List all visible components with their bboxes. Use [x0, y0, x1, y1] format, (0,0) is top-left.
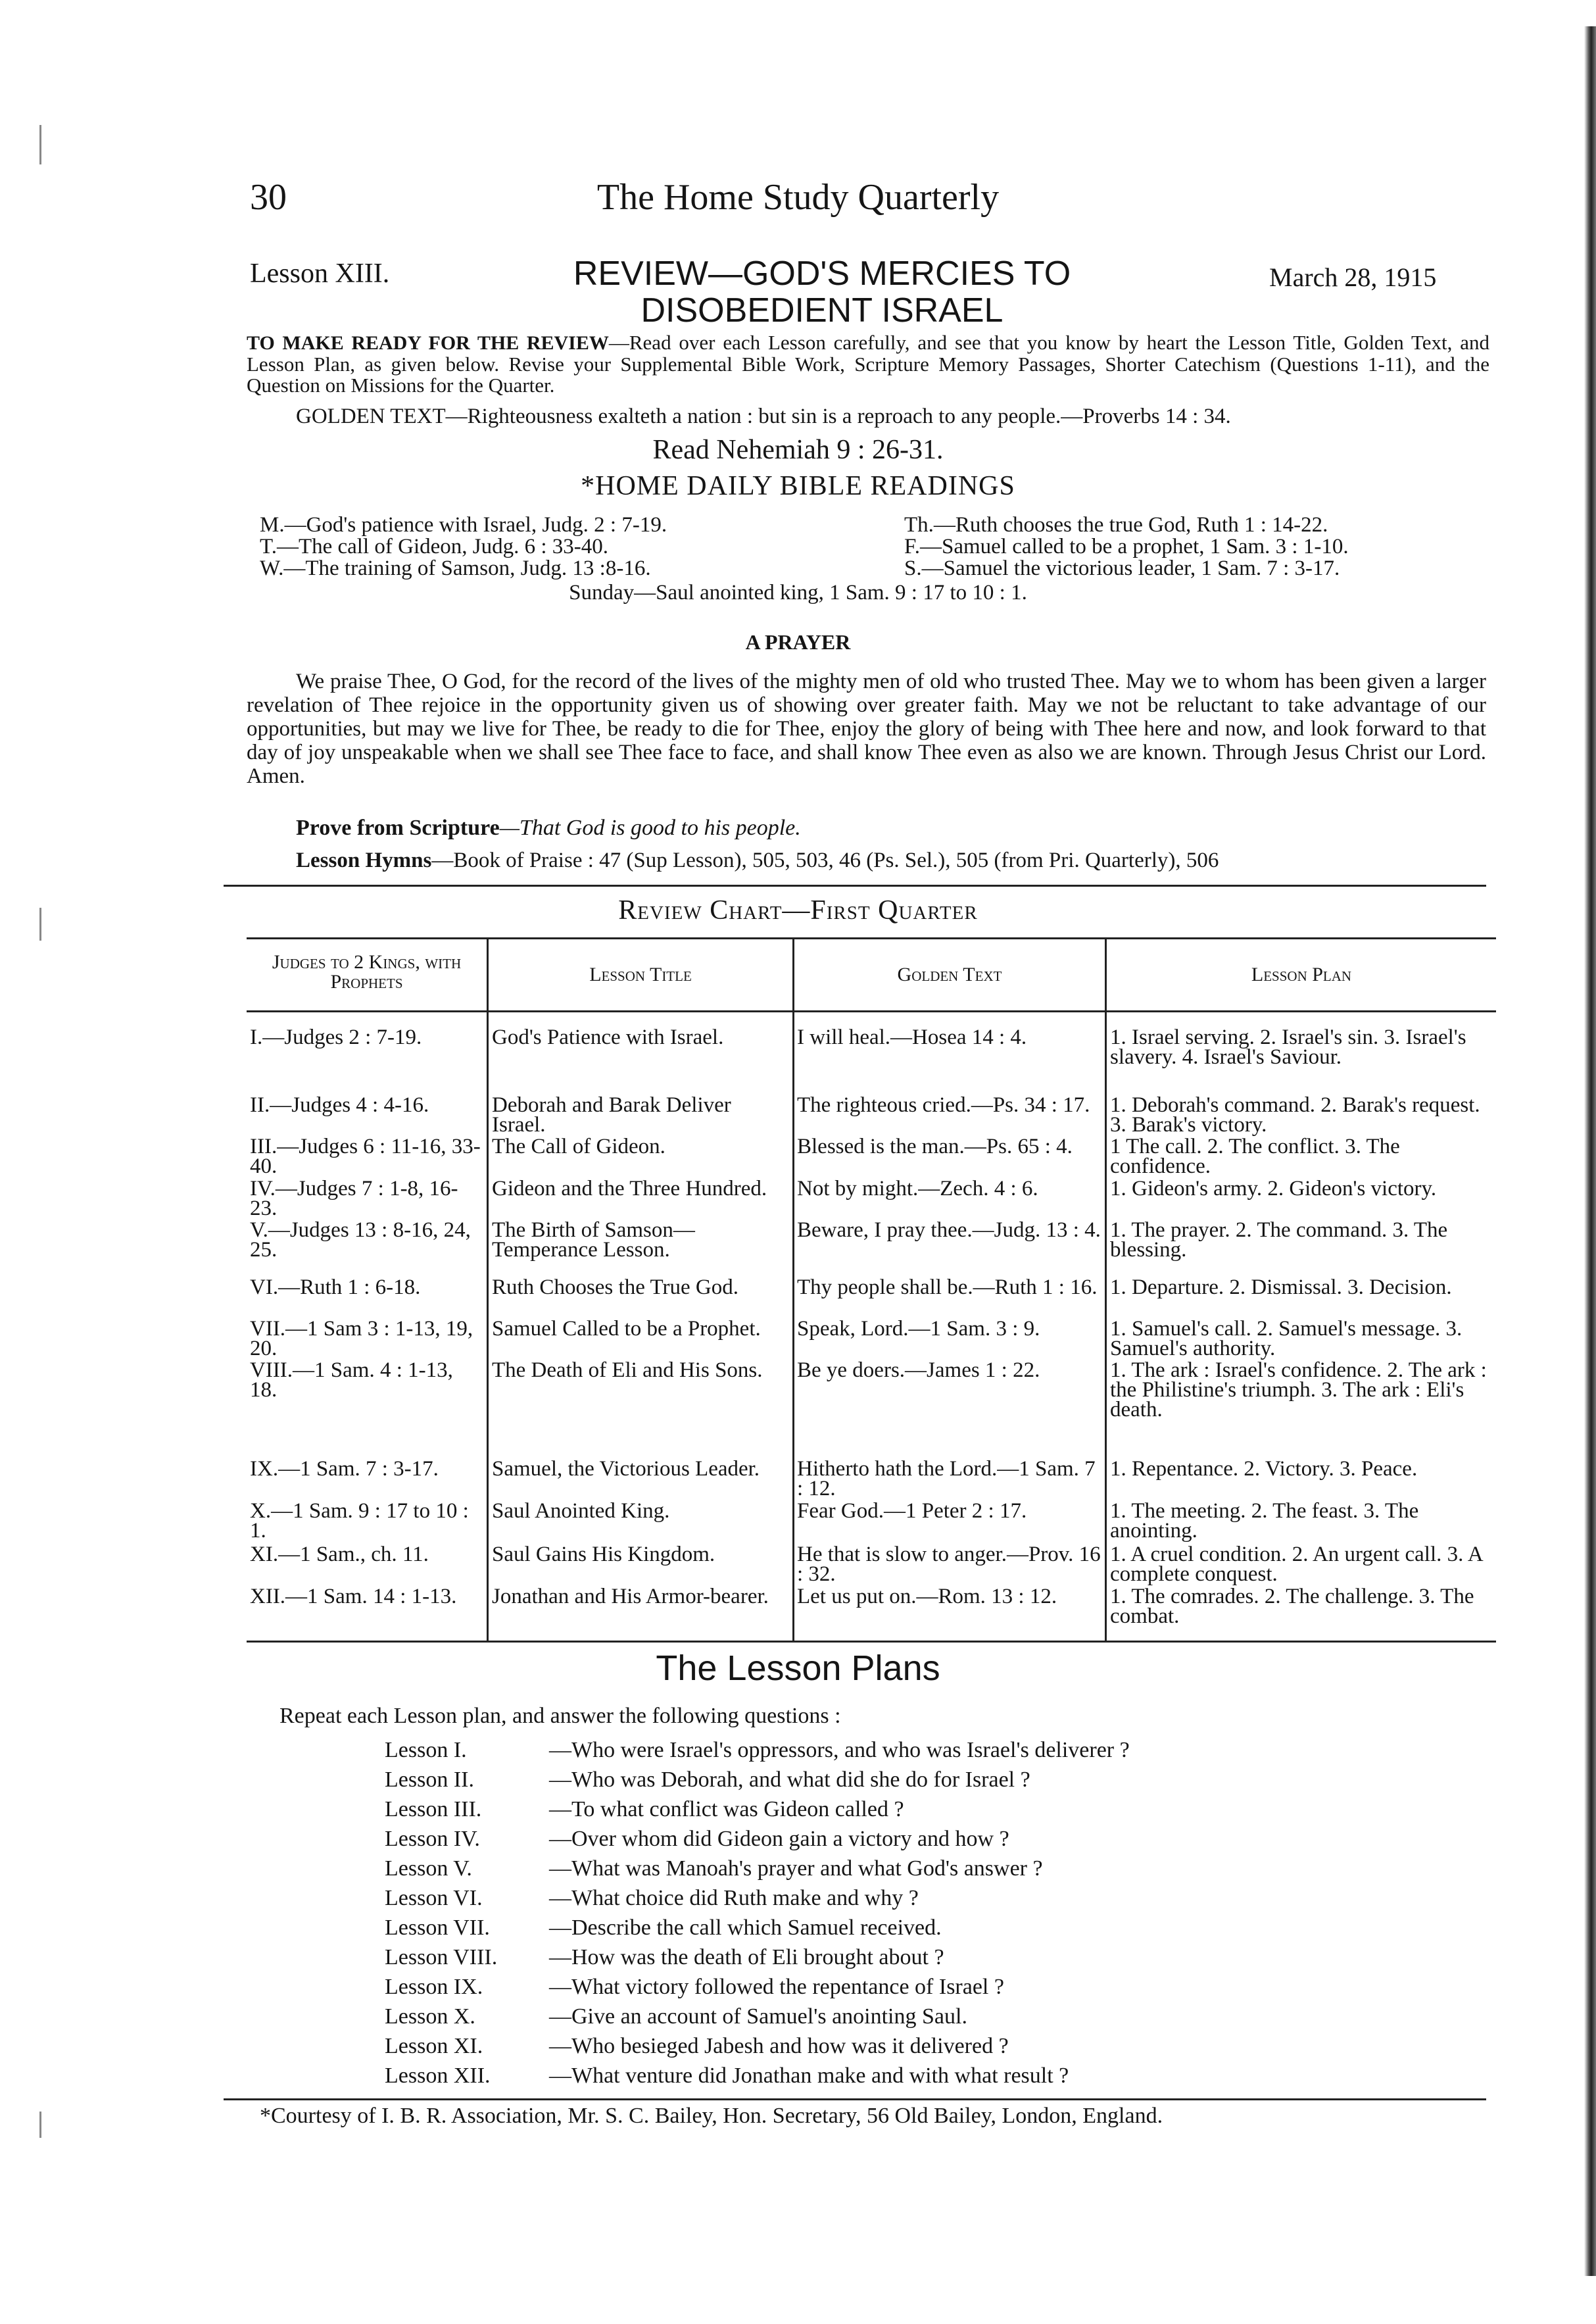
table-cell: 1. The ark : Israel's confidence. 2. The ark : the Philistine's triumph. 3. The ark : Eli's death. [1110, 1358, 1487, 1422]
question-text: —Who besieged Jabesh and how was it delivered ? [549, 2034, 1009, 2058]
prove-line [296, 816, 801, 841]
column-header: Judges to 2 Kings, with Prophets [272, 951, 462, 993]
list-item [385, 1913, 1130, 1942]
table-cell: 1. Samuel's call. 2. Samuel's message. 3. Samuel's authority. [1110, 1317, 1463, 1360]
prep-paragraph [247, 332, 1489, 396]
table-cell: Saul Gains His Kingdom. [492, 1543, 715, 1566]
table-cell: Ruth Chooses the True God. [492, 1275, 738, 1299]
lesson-plans-heading: The Lesson Plans [656, 1648, 940, 1688]
table-cell: Samuel, the Victorious Leader. [492, 1457, 760, 1481]
prayer-heading: A PRAYER [745, 630, 851, 654]
table-cell: Let us put on.—Rom. 13 : 12. [797, 1585, 1057, 1608]
question-text: —What choice did Ruth make and why ? [549, 1886, 919, 1910]
list-item [385, 1735, 1130, 1765]
list-item [385, 1824, 1130, 1854]
question-text: —What venture did Jonathan make and with what result ? [549, 2064, 1069, 2088]
lesson-title-line1: REVIEW—GOD'S MERCIES TO [573, 255, 1071, 293]
table-cell: I will heal.—Hosea 14 : 4. [797, 1026, 1027, 1049]
question-text: —To what conflict was Gideon called ? [549, 1797, 904, 1821]
question-lesson: Lesson IX. [385, 1975, 483, 1999]
question-lesson: Lesson XI. [385, 2034, 483, 2058]
divider-rule [224, 885, 1486, 887]
hymns-label: Lesson Hymns [296, 849, 432, 872]
column-header: Lesson Title [589, 964, 692, 985]
prep-heading: TO MAKE READY FOR THE REVIEW [247, 332, 609, 354]
question-text: —Over whom did Gideon gain a victory and how ? [549, 1827, 1009, 1851]
question-lesson: Lesson II. [385, 1768, 474, 1792]
table-cell: 1 The call. 2. The conflict. 3. The confidence. [1110, 1135, 1400, 1178]
column-header: Golden Text [897, 964, 1002, 985]
lesson-title-line2: DISOBEDIENT ISRAEL [641, 291, 1004, 330]
question-text: —Who was Deborah, and what did she do for Israel ? [549, 1768, 1030, 1792]
table-cell: VI.—Ruth 1 : 6-18. [250, 1275, 421, 1299]
table-rule-header [247, 1010, 1496, 1012]
question-lesson: Lesson III. [385, 1797, 482, 1821]
hymns-line [296, 849, 1219, 873]
question-text: —How was the death of Eli brought about ? [549, 1945, 944, 1969]
table-column-divider [792, 937, 794, 1641]
chart-title: Review Chart—First Quarter [618, 895, 978, 926]
list-item [385, 2061, 1130, 2090]
reading-item: S.—Samuel the victorious leader, 1 Sam. 7 : 3-17. [904, 556, 1340, 580]
lesson-number: Lesson XIII. [250, 259, 390, 289]
table-cell: Jonathan and His Armor-bearer. [492, 1585, 769, 1608]
table-cell: III.—Judges 6 : 11-16, 33-40. [250, 1135, 481, 1178]
table-cell: The righteous cried.—Ps. 34 : 17. [797, 1093, 1090, 1117]
table-rule-bottom [247, 1641, 1496, 1643]
table-cell: V.—Judges 13 : 8-16, 24, 25. [250, 1218, 471, 1262]
reading-item: T.—The call of Gideon, Judg. 6 : 33-40. [260, 535, 609, 558]
question-lesson: Lesson X. [385, 2004, 475, 2029]
question-lesson: Lesson V. [385, 1856, 472, 1881]
table-cell: II.—Judges 4 : 4-16. [250, 1093, 429, 1117]
table-column-divider [487, 937, 489, 1641]
table-cell: 1. The prayer. 2. The command. 3. The blessing. [1110, 1218, 1448, 1262]
question-lesson: Lesson XII. [385, 2064, 491, 2088]
prove-label: Prove from Scripture [296, 816, 500, 840]
table-cell: Speak, Lord.—1 Sam. 3 : 9. [797, 1317, 1040, 1341]
table-cell: 1. Israel serving. 2. Israel's sin. 3. Israel's slavery. 4. Israel's Saviour. [1110, 1026, 1466, 1069]
table-cell: He that is slow to anger.—Prov. 16 : 32. [797, 1543, 1101, 1586]
table-column-divider [1105, 937, 1107, 1641]
table-cell: 1. The meeting. 2. The feast. 3. The anointing. [1110, 1499, 1419, 1543]
table-cell: 1. Repentance. 2. Victory. 3. Peace. [1110, 1457, 1418, 1481]
table-cell: 1. Deborah's command. 2. Barak's request. 3. Barak's victory. [1110, 1093, 1480, 1137]
list-item [385, 1942, 1130, 1972]
list-item [385, 1854, 1130, 1883]
question-list [385, 1735, 1130, 2090]
table-cell: Samuel Called to be a Prophet. [492, 1317, 761, 1341]
table-cell: God's Patience with Israel. [492, 1026, 724, 1049]
reading-item: W.—The training of Samson, Judg. 13 :8-16. [260, 556, 651, 580]
footnote-rule [224, 2098, 1486, 2100]
table-cell: IV.—Judges 7 : 1-8, 16-23. [250, 1177, 458, 1220]
table-cell: XII.—1 Sam. 14 : 1-13. [250, 1585, 457, 1608]
question-lesson: Lesson VII. [385, 1916, 490, 1940]
table-cell: I.—Judges 2 : 7-19. [250, 1026, 422, 1049]
hymns-text: —Book of Praise : 47 (Sup Lesson), 505, 503, 46 (Ps. Sel.), 505 (from Pri. Quarterly), 506 [431, 849, 1219, 872]
table-cell: Thy people shall be.—Ruth 1 : 16. [797, 1275, 1098, 1299]
lesson-plans-intro: Repeat each Lesson plan, and answer the following questions : [279, 1704, 841, 1728]
prep-text: —Read over each Lesson carefully, and see that you know by heart the Lesson Title, Golden Text, and Lesson Plan, as given below. Revise your Supplemental Bible Work, Scripture Memory Passages, Shorter Catechism (Questions 1-11), and the Question on Missions for the Quarter. [247, 331, 1489, 397]
table-cell: VIII.—1 Sam. 4 : 1-13, 18. [250, 1358, 453, 1402]
table-cell: Blessed is the man.—Ps. 65 : 4. [797, 1135, 1073, 1158]
readings-right-column [904, 514, 1496, 580]
table-cell: Gideon and the Three Hundred. [492, 1177, 767, 1200]
question-text: —Describe the call which Samuel received. [549, 1916, 942, 1940]
table-cell: 1. Gideon's army. 2. Gideon's victory. [1110, 1177, 1437, 1200]
table-rule-top [247, 937, 1496, 939]
table-cell: 1. A cruel condition. 2. An urgent call. 3. A complete conquest. [1110, 1543, 1482, 1586]
column-header: Lesson Plan [1251, 964, 1352, 985]
question-lesson: Lesson IV. [385, 1827, 480, 1851]
list-item [385, 1883, 1130, 1913]
prove-text: —That God is good to his people. [499, 816, 801, 840]
read-passage: Read Nehemiah 9 : 26-31. [652, 435, 944, 465]
question-text: —What was Manoah's prayer and what God's answer ? [549, 1856, 1043, 1881]
question-text: —What victory followed the repentance of Israel ? [549, 1975, 1004, 1999]
reading-item: F.—Samuel called to be a prophet, 1 Sam. 3 : 1-10. [904, 535, 1349, 558]
journal-title: The Home Study Quarterly [596, 177, 1000, 218]
page-edge-shadow [1584, 26, 1596, 2276]
question-lesson: Lesson I. [385, 1738, 467, 1762]
readings-left-column [260, 514, 852, 580]
table-cell: Fear God.—1 Peter 2 : 17. [797, 1499, 1027, 1523]
margin-mark [39, 2112, 41, 2138]
table-cell: X.—1 Sam. 9 : 17 to 10 : 1. [250, 1499, 469, 1543]
list-item [385, 2002, 1130, 2031]
question-lesson: Lesson VIII. [385, 1945, 498, 1969]
table-cell: Not by might.—Zech. 4 : 6. [797, 1177, 1038, 1200]
reading-item: M.—God's patience with Israel, Judg. 2 : 7-19. [260, 513, 667, 537]
sunday-reading: Sunday—Saul anointed king, 1 Sam. 9 : 17 to 10 : 1. [569, 581, 1027, 605]
golden-text: GOLDEN TEXT—Righteousness exalteth a nation : but sin is a reproach to any people.—Proverbs 14 : 34. [296, 405, 1231, 428]
table-cell: Deborah and Barak Deliver Israel. [492, 1093, 731, 1137]
page-number: 30 [250, 177, 287, 218]
lesson-date: March 28, 1915 [1269, 262, 1437, 292]
table-cell: The Death of Eli and His Sons. [492, 1358, 763, 1382]
question-text: —Who were Israel's oppressors, and who was Israel's deliverer ? [549, 1738, 1130, 1762]
table-cell: Beware, I pray thee.—Judg. 13 : 4. [797, 1218, 1101, 1242]
table-cell: VII.—1 Sam 3 : 1-13, 19, 20. [250, 1317, 473, 1360]
footnote: *Courtesy of I. B. R. Association, Mr. S. C. Bailey, Hon. Secretary, 56 Old Bailey, London, England. [260, 2104, 1163, 2128]
list-item [385, 1765, 1130, 1794]
list-item [385, 2031, 1130, 2061]
question-lesson: Lesson VI. [385, 1886, 483, 1910]
reading-item: Th.—Ruth chooses the true God, Ruth 1 : 14-22. [904, 513, 1328, 537]
margin-mark [39, 125, 41, 164]
table-cell: Hitherto hath the Lord.—1 Sam. 7 : 12. [797, 1457, 1096, 1500]
lesson-title [460, 255, 1184, 329]
table-cell: 1. The comrades. 2. The challenge. 3. The combat. [1110, 1585, 1474, 1628]
table-cell: The Call of Gideon. [492, 1135, 665, 1158]
list-item [385, 1794, 1130, 1824]
table-cell: XI.—1 Sam., ch. 11. [250, 1543, 429, 1566]
table-cell: Be ye doers.—James 1 : 22. [797, 1358, 1040, 1382]
table-cell: 1. Departure. 2. Dismissal. 3. Decision. [1110, 1275, 1452, 1299]
question-text: —Give an account of Samuel's anointing Saul. [549, 2004, 967, 2029]
table-cell: Saul Anointed King. [492, 1499, 670, 1523]
list-item [385, 1972, 1130, 2002]
prayer-text: We praise Thee, O God, for the record of the lives of the mighty men of old who trusted Thee. May we to whom has been given a larger revelation of Thee rejoice in the opportunity given us of showing over greater faith. May we not be reluctant to take advantage of our opportunities, but may we live for Thee, be ready to die for Thee, enjoy the glory of being with Thee here and now, and look forward to that day of joy unspeakable when we shall see Thee face to face, and shall know Thee even as also we are known. Through Jesus Christ our Lord. Amen. [247, 670, 1486, 788]
table-cell: The Birth of Samson—Temperance Lesson. [492, 1218, 695, 1262]
daily-readings-heading: *HOME DAILY BIBLE READINGS [581, 471, 1015, 501]
table-cell: IX.—1 Sam. 7 : 3-17. [250, 1457, 439, 1481]
